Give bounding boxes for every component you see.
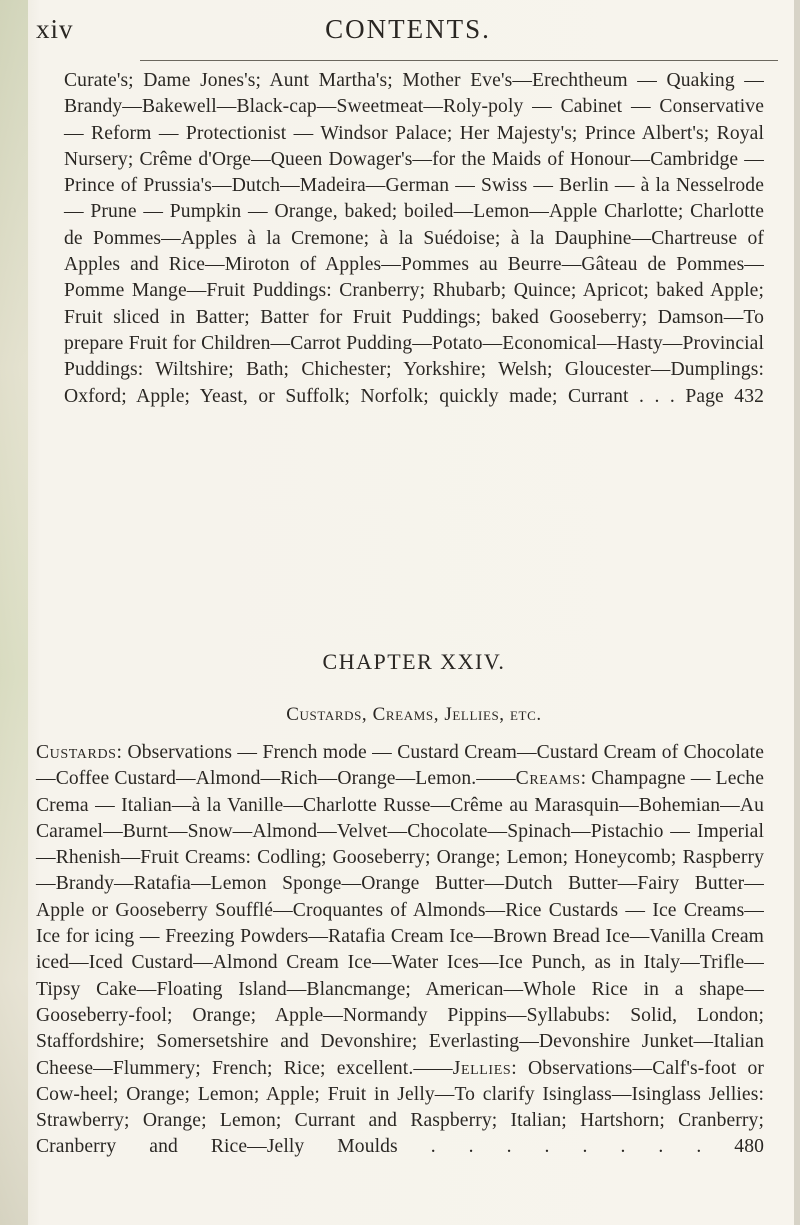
jellies-entries: : Observations—Calf's-foot or Cow-heel; Orange; Lemon; Apple; Fruit in Jelly—To clarify Isinglass—Isinglass Jellies: Strawberry; Orange; Lemon; Currant and Raspberry; Italian; Hartshorn; Cranberry; Cranberry and Rice—Jelly Moulds . . . . . . . . 480 bbox=[36, 1057, 764, 1158]
previous-chapter-contents: Curate's; Dame Jones's; Aunt Martha's; Mother Eve's—Erechtheum — Quaking — Brandy—Bakewell—Black-cap—Sweetmeat—Roly-poly — Cabinet — Conservative — Reform — Protectionist — Windsor Palace; Her Majesty's; Prince Albert's; Royal Nursery; Crême d'Orge—Queen Dowager's—for the Maids of Honour—Cambridge — Prince of Prussia's—Dutch—Madeira—German — Swiss — Berlin — à la Nesselrode — Prune — Pumpkin — Orange, baked; boiled—Lemon—Apple Charlotte; Charlotte de Pommes—Apples à la Cremone; à la Suédoise; à la Dauphine—Chartreuse of Apples and Rice—Miroton of Apples—Pommes au Beurre—Gâteau de Pommes—Pomme Mange—Fruit Puddings: Cranberry; Rhubarb; Quince; Apricot; baked Apple; Fruit sliced in Batter; Batter for Fruit Puddings; baked Gooseberry; Damson—To prepare Fruit for Children—Carrot Pudding—Potato—Economical—Hasty—Provincial Puddings: Wiltshire; Bath; Chichester; Yorkshire; Welsh; Gloucester—Dumplings: Oxford; Apple; Yeast, or Suffolk; Norfolk; quickly made; Currant . . . Page 432 bbox=[64, 70, 764, 407]
header-rule bbox=[140, 60, 778, 61]
page-number: xiv bbox=[36, 14, 74, 44]
page-edge-stain bbox=[0, 0, 28, 1225]
section-label-creams: Creams bbox=[515, 768, 581, 790]
page-right-edge bbox=[794, 0, 800, 1225]
running-head: CONTENTS. bbox=[325, 14, 491, 44]
custards-entries: : Observations — French mode — Custard Cream—Custard Cream of Chocolate—Coffee Custard—Almond—Rich—Orange—Lemon.—— bbox=[36, 742, 764, 790]
chapter-subtitle: Custards, Creams, Jellies, etc. bbox=[286, 704, 542, 725]
section-label-jellies: Jellies bbox=[452, 1057, 512, 1079]
chapter-contents bbox=[36, 740, 764, 1161]
page-header bbox=[36, 14, 780, 48]
section-label-custards: Custards bbox=[36, 742, 117, 763]
creams-entries: : Champagne — Leche Crema — Italian—à la Vanille—Charlotte Russe—Crême au Marasquin—Bohemian—Au Caramel—Burnt—Snow—Almond—Velvet—Chocolate—Spinach—Pistachio — Imperial—Rhenish—Fruit Creams: Codling; Gooseberry; Orange; Lemon; Honeycomb; Raspberry—Brandy—Ratafia—Lemon Sponge—Orange Butter—Dutch Butter—Fairy Butter—Apple or Gooseberry Soufflé—Croquantes of Almonds—Rice Custards — Ice Creams—Ice for icing — Freezing Powders—Ratafia Cream Ice—Brown Bread Ice—Vanilla Cream iced—Iced Custard—Almond Cream Ice—Water Ices—Ice Punch, as in Italy—Trifle—Tipsy Cake—Floating Island—Blancmange; American—Whole Rice in a shape—Gooseberry-fool; Orange; Apple—Normandy Pippins—Syllabubs: Solid, London; Staffordshire; Somersetshire and Devonshire; Everlasting—Devonshire Junket—Italian Cheese—Flummery; French; Rice; excellent.—— bbox=[36, 768, 764, 1079]
chapter-heading: CHAPTER XXIV. bbox=[322, 649, 506, 674]
